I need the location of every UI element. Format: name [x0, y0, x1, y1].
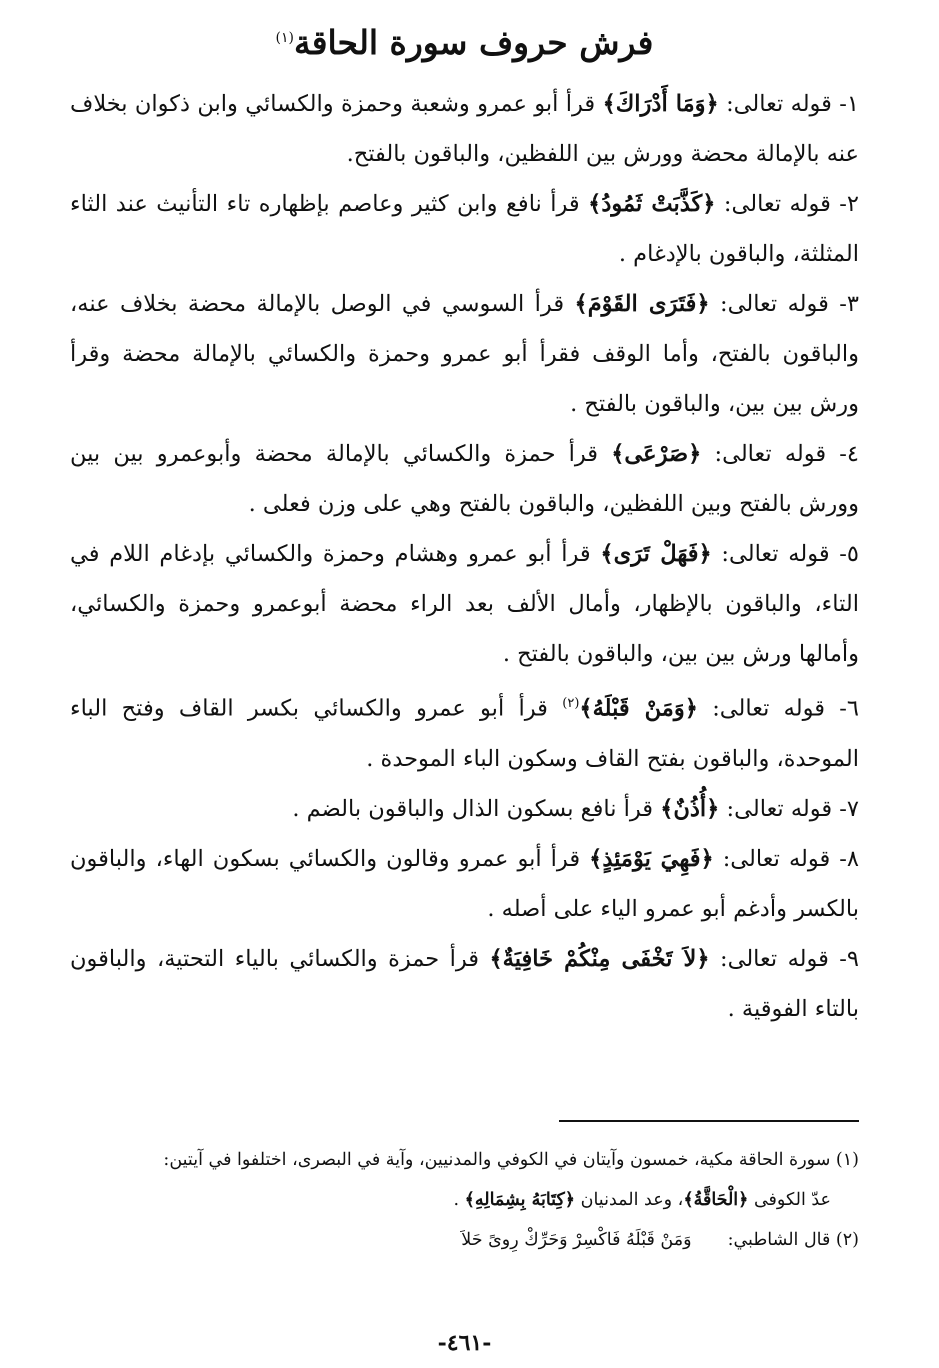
footnote-2 [70, 1220, 859, 1260]
entry-number: ٤- قوله تعالى: [701, 441, 859, 467]
entry-number: ٨- قوله تعالى: [713, 845, 859, 872]
quran-verse: ﴿فَهِيَ يَوْمَئِذٍ﴾ [589, 845, 714, 872]
footnote-ref[interactable]: (٢) [562, 696, 580, 711]
quran-verse: ﴿صَرْعَى﴾ [611, 441, 702, 467]
entry-number: ١- قوله تعالى: [718, 91, 859, 117]
footnotes [70, 1120, 859, 1260]
entry-text: قرأ حمزة والكسائي بالإمالة محضة وأبوعمرو بين بين وورش بالفتح وبين اللفظين، والباقون بالفتح وهي على وزن فعلى . [70, 441, 859, 517]
page [70, 12, 859, 1368]
footnote-1-text: . [453, 1190, 465, 1210]
quran-verse: ﴿أُذُنٌ﴾ [660, 795, 720, 822]
entry-text: قرأ نافع وابن كثير وعاصم بإظهاره تاء التأنيث عند الثاء المثلثة، والباقون بالإدغام . [70, 191, 859, 267]
entry-3 [70, 279, 859, 429]
footnote-2-label: (٢) قال الشاطبي: [727, 1230, 859, 1250]
page-title [70, 12, 859, 69]
entry-number: ٧- قوله تعالى: [719, 795, 859, 822]
quran-verse: ﴿لاَ تَخْفَى مِنْكُمْ خَافِيَةٌ﴾ [489, 945, 710, 972]
quran-verse: ﴿وَمَنْ قَبْلَهُ﴾ [579, 695, 698, 722]
entry-text: قرأ حمزة والكسائي بالياء التحتية، والباقون بالتاء الفوقية . [70, 945, 859, 1022]
entry-number: ٩- قوله تعالى: [709, 945, 859, 972]
quran-verse: ﴿كِتَابَهُ بِشِمَالِهِ﴾ [464, 1190, 576, 1210]
entry-text: قرأ أبو عمرو وهشام وحمزة والكسائي بإدغام اللام في التاء، والباقون بالإظهار، وأمال الألف بعد الراء محضة أبوعمرو وحمزة والكسائي، وأمالها ورش بين بين، والباقون بالفتح . [70, 541, 859, 667]
entry-text: قرأ أبو عمرو وقالون والكسائي بسكون الهاء، والباقون بالكسر وأدغم أبو عمرو الياء على أصله . [70, 845, 859, 922]
entry-number: ٥- قوله تعالى: [711, 541, 859, 567]
poem-verse: وَمَنْ قَبْلَهُ فَاكْسِرْ وَحَرِّكْ رِوىً حَلاَ [461, 1230, 692, 1250]
entry-8 [70, 834, 859, 934]
entry-number: ٦- قوله تعالى: [697, 695, 859, 722]
entry-4 [70, 429, 859, 529]
entry-text: قرأ أبو عمرو وشعبة وحمزة والكسائي وابن ذكوان بخلاف عنه بالإمالة محضة وورش بين اللفظين، والباقون بالفتح. [70, 91, 859, 167]
quran-verse: ﴿وَمَا أَدْرَاكَ﴾ [602, 91, 719, 117]
entry-2 [70, 179, 859, 279]
footnote-1-continued [70, 1180, 859, 1220]
quran-verse: ﴿فَهَلْ تَرَى﴾ [600, 541, 712, 567]
page-number: -٤٦١- [437, 1330, 492, 1356]
entry-9 [70, 934, 859, 1034]
footnote-1-text: (١) سورة الحاقة مكية، خمسون وآيتان في الكوفي والمدنيين، وآية في البصرى، اختلفوا في آيتين: [163, 1150, 859, 1170]
entry-7 [70, 784, 859, 834]
entry-5 [70, 529, 859, 679]
page-title-text: فرش حروف سورة الحاقة [294, 23, 654, 62]
footnote-1-text: عدّ الكوفى [748, 1190, 831, 1210]
entry-6 [70, 679, 859, 784]
entry-text: قرأ أبو عمرو والكسائي بكسر القاف وفتح الباء الموحدة، والباقون بفتح القاف وسكون الباء الموحدة . [70, 695, 859, 772]
title-footnote-ref[interactable]: (١) [275, 30, 294, 46]
footnote-1 [70, 1120, 859, 1180]
quran-verse: ﴿الْحَاقَّةُ﴾ [683, 1190, 749, 1210]
entry-number: ٣- قوله تعالى: [709, 291, 859, 317]
entry-text: قرأ نافع بسكون الذال والباقون بالضم . [292, 795, 661, 822]
entry-text: قرأ السوسي في الوصل بالإمالة محضة بخلاف عنه، والباقون بالفتح، وأما الوقف فقرأ أبو عمرو وحمزة والكسائي بالإمالة محضة وقرأ ورش بين بين، والباقون بالفتح . [70, 291, 859, 417]
entry-1 [70, 79, 859, 179]
footnote-1-text: ، وعد المدنيان [575, 1190, 684, 1210]
footnote-divider [559, 1120, 859, 1122]
quran-verse: ﴿فَتَرَى القَوْمَ﴾ [574, 291, 710, 317]
quran-verse: ﴿كَذَّبَتْ ثَمُودُ﴾ [588, 191, 716, 217]
entry-number: ٢- قوله تعالى: [715, 191, 859, 217]
